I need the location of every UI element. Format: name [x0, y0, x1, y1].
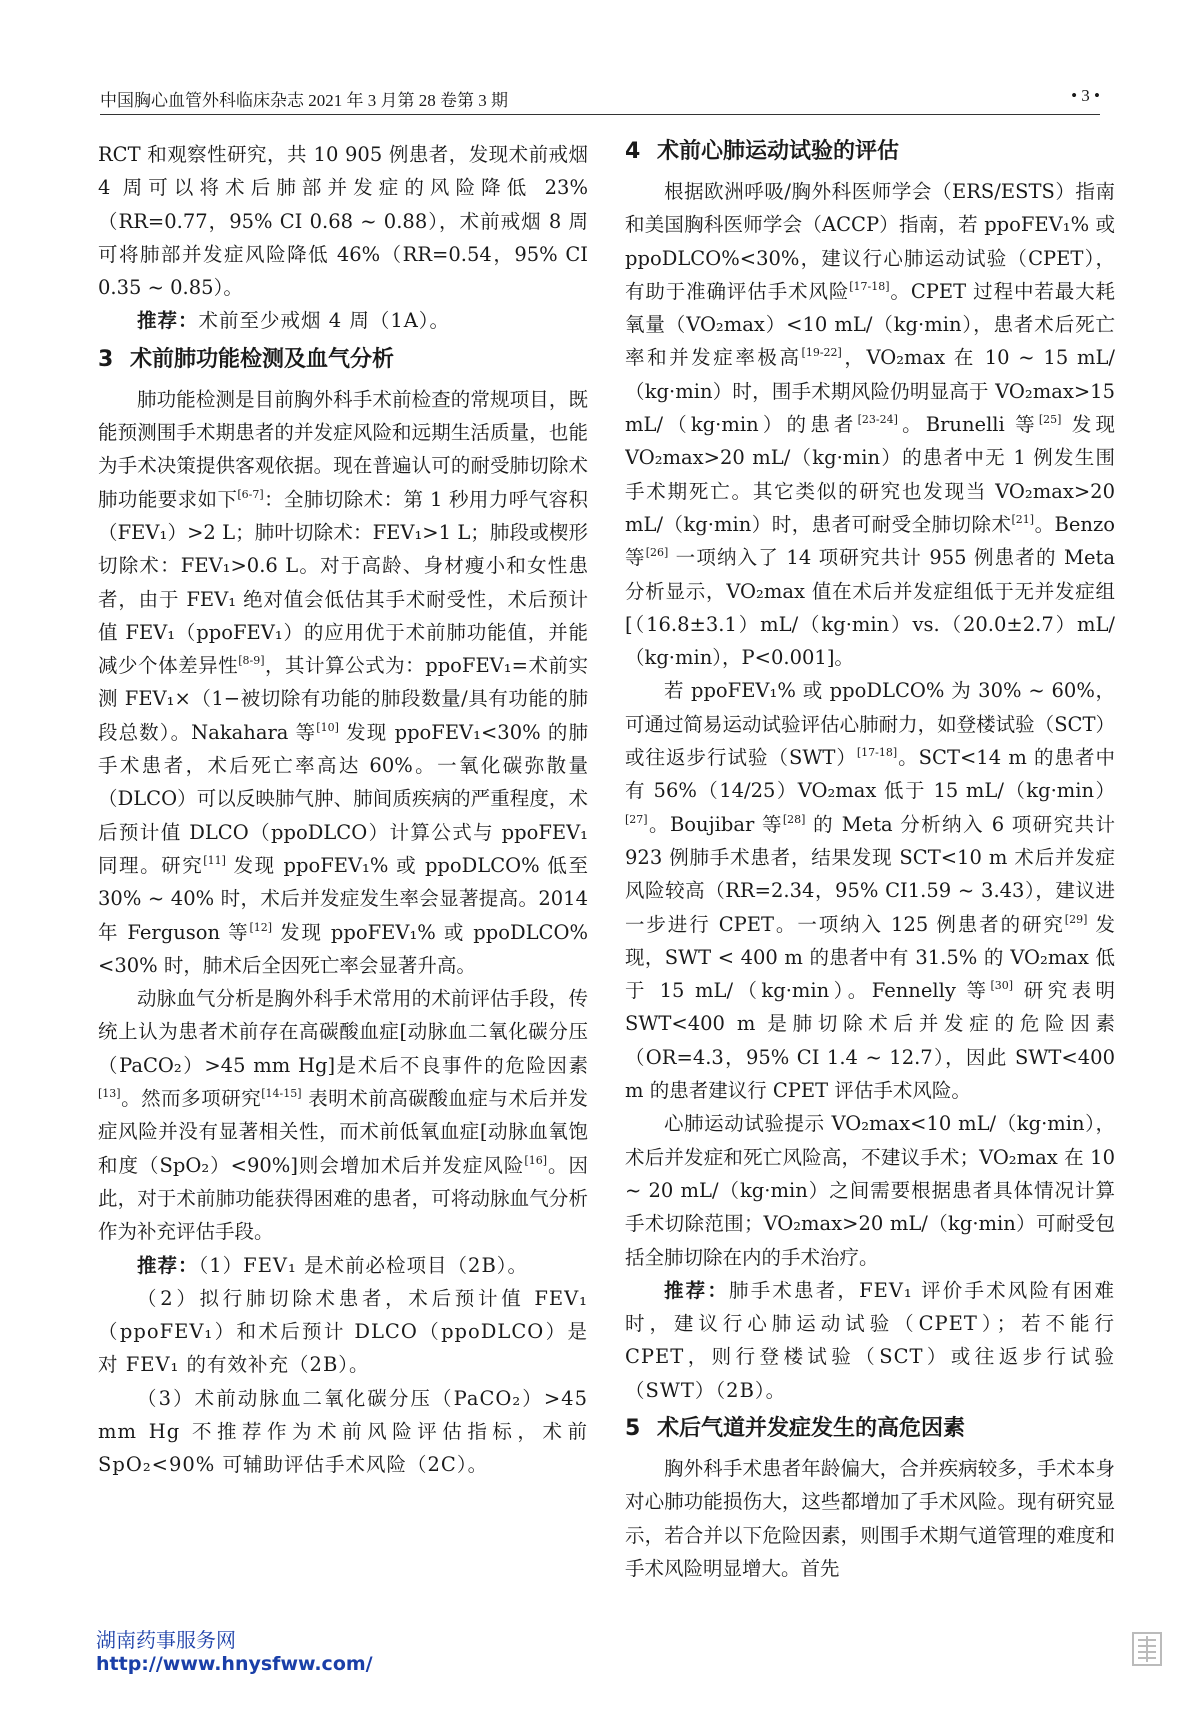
recommendation-text: 肺手术患者，FEV₁ 评价手术风险有困难时，建议行心肺运动试验（CPET）；若不能行 CPET，则行登楼试验（SCT）或往返步行试验（SWT）（2B）。 — [625, 1278, 1115, 1402]
body-paragraph: 胸外科手术患者年龄偏大，合并疾病较多，手术本身对心肺功能损伤大，这些都增加了手术风险。现有研究显示，若合并以下危险因素，则围手术期气道管理的难度和手术风险明显增大。首先 — [625, 1456, 1115, 1580]
body-paragraph: 若 ppoFEV₁% 或 ppoDLCO% 为 30% ~ 60%，可通过简易运动试验评估心肺耐力，如登楼试验（SCT）或往返步行试验（SWT）[17-18]。SCT<14 m 的患者中有 56%（14/25）VO₂max 低于 15 mL/（kg·min）[27]。Boujibar 等[28] 的 Meta 分析纳入 6 项研究共计 923 例肺手术患者，结果发现 SCT<10 m 术后并发症风险较高（RR=2.34，95% CI1.59 ~ 3.43），建议进一步进行 CPET。一项纳入 125 例患者的研究[29] 发现，SWT < 400 m 的患者中有 31.5% 的 VO₂max 低于 15 mL/（kg·min）。Fennelly 等[30] 研究表明 SWT<400 m 是肺切除术后并发症的危险因素（OR=4.3，95% CI 1.4 ~ 12.7），因此 SWT<400 m 的患者建议行 CPET 评估手术风险。 — [625, 679, 1115, 1103]
recommendation-label: 推荐： — [137, 1253, 199, 1277]
section-title: 术前肺功能检测及血气分析 — [130, 346, 395, 372]
publisher-seal-icon — [1130, 1630, 1164, 1668]
left-column — [98, 138, 588, 1608]
watermark-site-name: 湖南药事服务网 — [96, 1628, 236, 1652]
watermark-url: http://www.hnysfww.com/ — [96, 1653, 373, 1675]
running-header — [100, 80, 1100, 115]
section-number: 4 — [625, 139, 641, 164]
body-paragraph: 肺功能检测是目前胸外科手术前检查的常规项目，既能预测围手术期患者的并发症风险和远期生活质量，也能为手术决策提供客观依据。现在普遍认可的耐受肺切除术肺功能要求如下[6-7]：全肺切除术：第 1 秒用力呼气容积（FEV₁）>2 L；肺叶切除术：FEV₁>1 L；肺段或楔形切除术：FEV₁>0.6 L。对于高龄、身材瘦小和女性患者，由于 FEV₁ 绝对值会低估其手术耐受性，术后预计值 FEV₁（ppoFEV₁）的应用优于术前肺功能值，并能减少个体差异性[8-9]，其计算公式为：ppoFEV₁=术前实测 FEV₁×（1−被切除有功能的肺段数量/具有功能的肺段总数）。Nakahara 等[10] 发现 ppoFEV₁<30% 的肺手术患者，术后死亡率高达 60%。一氧化碳弥散量（DLCO）可以反映肺气肿、肺间质疾病的严重程度，术后预计值 DLCO（ppoDLCO）计算公式与 ppoFEV₁ 同理。研究[11] 发现 ppoFEV₁% 或 ppoDLCO% 低至 30% ~ 40% 时，术后并发症发生率会显著提高。2014 年 Ferguson 等[12] 发现 ppoFEV₁% 或 ppoDLCO%<30% 时，肺术后全因死亡率会显著升高。 — [98, 387, 588, 977]
recommendation — [98, 304, 588, 337]
section-heading-4 — [625, 138, 1115, 172]
section-title: 术前心肺运动试验的评估 — [657, 139, 900, 164]
recommendation-item: （2）拟行肺切除术患者，术后预计值 FEV₁（ppoFEV₁）和术后预计 DLCO（ppoDLCO）是对 FEV₁ 的有效补充（2B）。 — [98, 1286, 588, 1377]
recommendation-text: 术前至少戒烟 4 周（1A）。 — [198, 309, 451, 333]
body-paragraph: 动脉血气分析是胸外科手术常用的术前评估手段，传统上认为患者术前存在高碳酸血症[动脉血二氧化碳分压（PaCO₂）>45 mm Hg]是术后不良事件的危险因素[13]。然而多项研究[14-15] 表明术前高碳酸血症与术后并发症风险并没有显著相关性，而术前低氧血症[动脉血氧饱和度（SpO₂）<90%]则会增加术后并发症风险[16]。因此，对于术前肺功能获得困难的患者，可将动脉血气分析作为补充评估手段。 — [98, 987, 588, 1244]
recommendation — [625, 1274, 1115, 1407]
journal-title: 中国胸心血管外科临床杂志 2021 年 3 月第 28 卷第 3 期 — [100, 91, 508, 110]
page-number: • 3 • — [1071, 86, 1100, 105]
watermark — [96, 1628, 373, 1676]
section-heading-5 — [625, 1409, 1115, 1449]
section-title: 术后气道并发症发生的高危因素 — [657, 1415, 966, 1441]
recommendation-text: （1）FEV₁ 是术前必检项目（2B）。 — [198, 1253, 529, 1277]
recommendation-item: （3）术前动脉血二氧化碳分压（PaCO₂）>45 mm Hg 不推荐作为术前风险评估指标，术前 SpO₂<90% 可辅助评估手术风险（2C）。 — [98, 1386, 588, 1477]
recommendation-label: 推荐： — [137, 309, 199, 333]
body-paragraph: 根据欧洲呼吸/胸外科医师学会（ERS/ESTS）指南和美国胸科医师学会（ACCP）指南，若 ppoFEV₁% 或 ppoDLCO%<30%，建议行心肺运动试验（CPET），有助于准确评估手术风险[17-18]。CPET 过程中若最大耗氧量（VO₂max）<10 mL/（kg·min），患者术后死亡率和并发症率极高[19-22]，VO₂max 在 10 ~ 15 mL/（kg·min）时，围手术期风险仍明显高于 VO₂max>15 mL/（kg·min）的患者[23-24]。Brunelli 等[25] 发现 VO₂max>20 mL/（kg·min）的患者中无 1 例发生围手术期死亡。其它类似的研究也发现当 VO₂max>20 mL/（kg·min）时，患者可耐受全肺切除术[21]。Benzo 等[26] 一项纳入了 14 项研究共计 955 例患者的 Meta 分析显示，VO₂max 值在术后并发症组低于无并发症组[（16.8±3.1）mL/（kg·min）vs.（20.0±2.7）mL/（kg·min），P<0.001]。 — [625, 180, 1115, 670]
section-heading-3 — [98, 340, 588, 380]
body-paragraph: 心肺运动试验提示 VO₂max<10 mL/（kg·min），术后并发症和死亡风险高，不建议手术；VO₂max 在 10 ~ 20 mL/（kg·min）之间需要根据患者具体情况计算手术切除范围；VO₂max>20 mL/（kg·min）可耐受包括全肺切除在内的手术治疗。 — [625, 1112, 1115, 1269]
recommendation-label: 推荐： — [664, 1278, 730, 1302]
right-column — [625, 138, 1115, 1608]
section-number: 5 — [625, 1415, 641, 1441]
recommendation — [98, 1249, 588, 1282]
section-number: 3 — [98, 346, 114, 372]
body-paragraph: RCT 和观察性研究，共 10 905 例患者，发现术前戒烟 4 周可以将术后肺部并发症的风险降低 23%（RR=0.77，95% CI 0.68 ~ 0.88），术前戒烟 8 周可将肺部并发症风险降低 46%（RR=0.54，95% CI 0.35 ~ 0.85）。 — [98, 143, 588, 300]
